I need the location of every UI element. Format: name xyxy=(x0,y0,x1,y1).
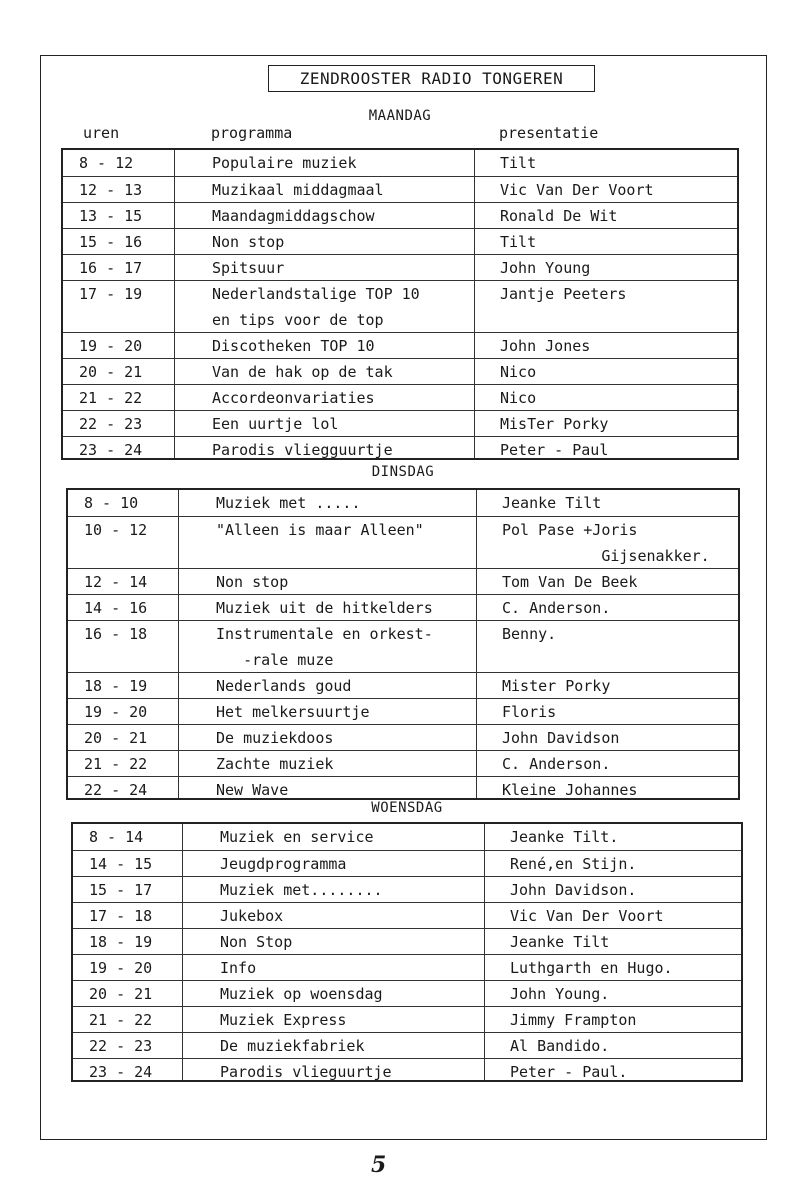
cell-uren: 23 - 24 xyxy=(89,1063,153,1081)
presentatie-line: Luthgarth en Hugo. xyxy=(510,959,673,977)
schedule-woensdag xyxy=(71,0,743,1199)
programma-line: De muziekdoos xyxy=(216,729,334,747)
presentatie-line: Jeanke Tilt xyxy=(510,933,610,951)
cell-uren: 12 - 14 xyxy=(84,573,148,591)
presentatie-line: Kleine Johannes xyxy=(502,781,638,799)
table-row xyxy=(73,902,741,928)
table-row xyxy=(73,954,741,980)
presentatie-line: Peter - Paul xyxy=(500,441,609,459)
cell-uren: 21 - 22 xyxy=(89,1011,153,1029)
presentatie-line: Floris xyxy=(502,703,557,721)
table-row xyxy=(73,876,741,902)
presentatie-line: John Davidson. xyxy=(510,881,637,899)
programma-line: Instrumentale en orkest- xyxy=(216,625,433,643)
programma-line: Jeugdprogramma xyxy=(220,855,347,873)
cell-presentatie xyxy=(486,981,609,1007)
table-row xyxy=(73,1006,741,1032)
cell-programma xyxy=(184,981,383,1007)
cell-uren: 23 - 24 xyxy=(79,441,143,459)
day-label: MAANDAG xyxy=(368,108,432,124)
presentatie-line: Peter - Paul. xyxy=(510,1063,628,1081)
programma-line: Non stop xyxy=(212,233,285,251)
day-label: DINSDAG xyxy=(371,464,435,480)
cell-presentatie xyxy=(486,955,673,981)
cell-presentatie xyxy=(486,851,636,877)
programma-line: -rale muze xyxy=(216,651,334,669)
cell-uren: 12 - 13 xyxy=(79,181,143,199)
programma-line: Het melkersuurtje xyxy=(216,703,370,721)
programma-line: en tips voor de top xyxy=(212,311,384,329)
cell-uren: 21 - 22 xyxy=(79,389,143,407)
presentatie-line: Jimmy Frampton xyxy=(510,1011,637,1029)
cell-uren: 15 - 16 xyxy=(79,233,143,251)
cell-programma xyxy=(184,1033,365,1059)
cell-programma xyxy=(184,903,283,929)
programma-line: New Wave xyxy=(216,781,289,799)
cell-uren: 13 - 15 xyxy=(79,207,143,225)
presentatie-line: Nico xyxy=(500,363,537,381)
cell-uren: 8 - 10 xyxy=(84,494,139,512)
cell-programma xyxy=(184,1007,346,1033)
column-header-presentatie: presentatie xyxy=(499,124,599,142)
programma-line: Parodis vlieguurtje xyxy=(220,1063,392,1081)
presentatie-line: John Davidson xyxy=(502,729,620,747)
programma-line: Non Stop xyxy=(220,933,293,951)
cell-presentatie xyxy=(486,1033,609,1059)
cell-uren: 21 - 22 xyxy=(84,755,148,773)
cell-programma xyxy=(184,929,292,955)
cell-uren: 18 - 19 xyxy=(89,933,153,951)
presentatie-line: Pol Pase +Joris xyxy=(502,521,638,539)
cell-uren: 22 - 23 xyxy=(79,415,143,433)
programma-line: Een uurtje lol xyxy=(212,415,339,433)
cell-programma xyxy=(184,1059,392,1085)
schedule-table xyxy=(71,822,743,1082)
cell-presentatie xyxy=(486,1007,636,1033)
cell-uren: 20 - 21 xyxy=(84,729,148,747)
cell-uren: 22 - 24 xyxy=(84,781,148,799)
presentatie-line: John Young xyxy=(500,259,591,277)
table-row xyxy=(73,850,741,876)
cell-uren: 14 - 16 xyxy=(84,599,148,617)
cell-presentatie xyxy=(486,877,636,903)
presentatie-line: Gijsenakker. xyxy=(502,547,710,565)
cell-presentatie xyxy=(486,824,618,850)
programma-line: Maandagmiddagschow xyxy=(212,207,375,225)
cell-presentatie xyxy=(486,903,664,929)
programma-line: "Alleen is maar Alleen" xyxy=(216,521,424,539)
programma-line: Populaire muziek xyxy=(212,154,357,172)
table-row xyxy=(73,824,741,850)
programma-line: Nederlandstalige TOP 10 xyxy=(212,285,420,303)
programma-line: Spitsuur xyxy=(212,259,285,277)
presentatie-line: Mister Porky xyxy=(502,677,611,695)
programma-line: Nederlands goud xyxy=(216,677,352,695)
cell-uren: 20 - 21 xyxy=(79,363,143,381)
programma-line: Zachte muziek xyxy=(216,755,334,773)
cell-presentatie xyxy=(486,929,609,955)
cell-uren: 16 - 18 xyxy=(84,625,148,643)
programma-line: Jukebox xyxy=(220,907,284,925)
programma-line: Info xyxy=(220,959,257,977)
presentatie-line: Jantje Peeters xyxy=(500,285,627,303)
presentatie-line: Al Bandido. xyxy=(510,1037,610,1055)
presentatie-line: Tom Van De Beek xyxy=(502,573,638,591)
cell-programma xyxy=(184,955,256,981)
cell-uren: 19 - 20 xyxy=(84,703,148,721)
programma-line: De muziekfabriek xyxy=(220,1037,365,1055)
table-row xyxy=(73,980,741,1006)
presentatie-line: Vic Van Der Voort xyxy=(500,181,654,199)
presentatie-line: Nico xyxy=(500,389,537,407)
cell-programma xyxy=(184,877,383,903)
programma-line: Muziek met........ xyxy=(220,881,383,899)
cell-uren: 17 - 18 xyxy=(89,907,153,925)
cell-uren: 20 - 21 xyxy=(89,985,153,1003)
presentatie-line: Jeanke Tilt. xyxy=(510,828,619,846)
cell-uren: 16 - 17 xyxy=(79,259,143,277)
table-row xyxy=(73,1058,741,1084)
cell-programma xyxy=(184,851,346,877)
cell-uren: 8 - 14 xyxy=(89,828,144,846)
programma-line: Muziek met ..... xyxy=(216,494,361,512)
programma-line: Accordeonvariaties xyxy=(212,389,375,407)
programma-line: Van de hak op de tak xyxy=(212,363,393,381)
day-label: WOENSDAG xyxy=(371,800,443,816)
presentatie-line: John Young. xyxy=(510,985,610,1003)
programma-line: Muziek uit de hitkelders xyxy=(216,599,433,617)
presentatie-line: Tilt xyxy=(500,233,537,251)
cell-uren: 22 - 23 xyxy=(89,1037,153,1055)
presentatie-line: René,en Stijn. xyxy=(510,855,637,873)
programma-line: Muzikaal middagmaal xyxy=(212,181,384,199)
cell-uren: 15 - 17 xyxy=(89,881,153,899)
presentatie-line: Tilt xyxy=(500,154,537,172)
cell-uren: 19 - 20 xyxy=(79,337,143,355)
column-header-uren: uren xyxy=(83,124,120,142)
cell-presentatie xyxy=(486,1059,627,1085)
table-row xyxy=(73,1032,741,1058)
presentatie-line: Benny. xyxy=(502,625,557,643)
cell-uren: 14 - 15 xyxy=(89,855,153,873)
presentatie-line: Jeanke Tilt xyxy=(502,494,602,512)
cell-programma xyxy=(184,824,374,850)
programma-line: Discotheken TOP 10 xyxy=(212,337,375,355)
cell-uren: 8 - 12 xyxy=(79,154,134,172)
cell-uren: 19 - 20 xyxy=(89,959,153,977)
page-title: ZENDROOSTER RADIO TONGEREN xyxy=(268,65,595,92)
presentatie-line: C. Anderson. xyxy=(502,599,611,617)
presentatie-line: MisTer Porky xyxy=(500,415,609,433)
cell-uren: 17 - 19 xyxy=(79,285,143,303)
column-header-programma: programma xyxy=(211,124,293,142)
programma-line: Non stop xyxy=(216,573,289,591)
cell-uren: 10 - 12 xyxy=(84,521,148,539)
programma-line: Muziek Express xyxy=(220,1011,347,1029)
page-number: 5 xyxy=(371,1152,387,1178)
table-row xyxy=(73,928,741,954)
presentatie-line: Vic Van Der Voort xyxy=(510,907,664,925)
programma-line: Muziek op woensdag xyxy=(220,985,383,1003)
presentatie-line: Ronald De Wit xyxy=(500,207,618,225)
programma-line: Parodis vliegguurtje xyxy=(212,441,393,459)
programma-line: Muziek en service xyxy=(220,828,374,846)
presentatie-line: C. Anderson. xyxy=(502,755,611,773)
cell-uren: 18 - 19 xyxy=(84,677,148,695)
presentatie-line: John Jones xyxy=(500,337,591,355)
